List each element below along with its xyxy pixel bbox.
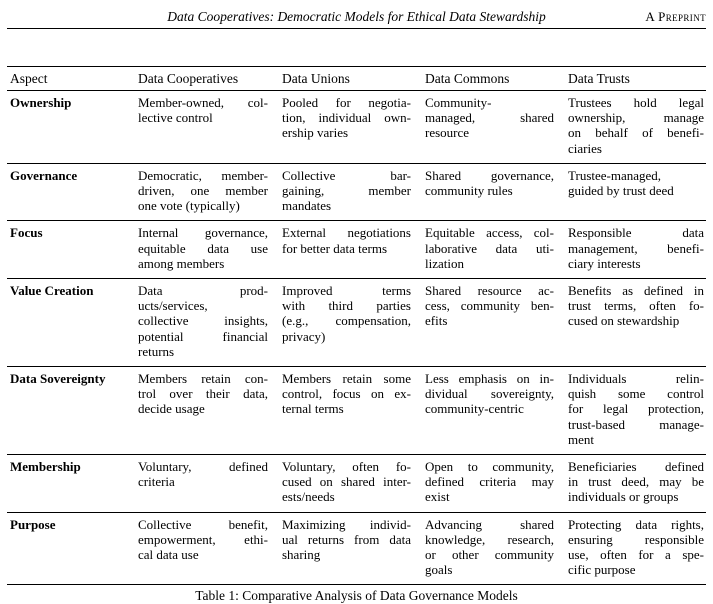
table-cell <box>568 367 706 455</box>
cell-text-line: cific purpose <box>568 562 636 578</box>
cell-text-line: Community- <box>425 95 492 110</box>
table-caption: Table 1: Comparative Analysis of Data Governance Models <box>195 588 518 604</box>
cell-text-line: laborative data uti- <box>425 240 554 256</box>
cell-text-line: community rules <box>425 183 513 199</box>
row-header-membership: Membership <box>7 455 138 513</box>
table-row-focus <box>7 221 706 279</box>
cell-text-line: with third parties <box>282 298 411 314</box>
table-cell <box>568 221 706 279</box>
cell-text-line: Shared resource ac- <box>425 283 554 299</box>
cell-text-line: decide usage <box>138 401 205 417</box>
cell-text-line: defined criteria may <box>425 474 554 490</box>
cell-text-line: Trustee-managed, <box>568 167 662 183</box>
table-cell <box>138 221 282 279</box>
cell-text-line: (e.g., compensation, <box>282 313 411 329</box>
table-row-membership <box>7 455 706 513</box>
cell-text-line: Improved terms <box>282 283 411 299</box>
cell-text-line: Responsible data <box>568 225 704 241</box>
cell-text-line: or other community <box>425 547 554 563</box>
cell-text-line: Less emphasis on in- <box>425 371 554 387</box>
column-header-data-unions: Data Unions <box>282 67 425 91</box>
table-cell <box>282 163 425 221</box>
cell-text-line: Protecting data rights, <box>568 516 704 532</box>
cell-text-line: community-centric <box>425 401 524 417</box>
cell-text-line: Benefits as defined in <box>568 283 704 299</box>
cell-text-line: Individuals relin- <box>568 371 704 387</box>
cell-text-line: mandates <box>282 198 332 214</box>
cell-text-line: lective control <box>138 110 213 126</box>
cell-text-line: among members <box>138 255 225 271</box>
cell-text-line: for better data terms <box>282 240 388 256</box>
cell-text-line: Beneficiaries defined <box>568 459 704 475</box>
cell-text-line: ensuring responsible <box>568 531 704 547</box>
table-cell <box>425 163 568 221</box>
cell-text-line: lization <box>425 255 464 271</box>
cell-text-line: empowerment, ethi- <box>138 531 268 547</box>
cell-text-line: goals <box>425 562 453 578</box>
table-cell <box>282 221 425 279</box>
table-cell <box>568 91 706 164</box>
cell-text-line: Voluntary, defined <box>138 459 268 475</box>
cell-text-line: driven, one member <box>138 183 268 199</box>
cell-text-line: cess, community ben- <box>425 298 554 314</box>
cell-text-line: Trustees hold legal <box>568 95 704 110</box>
cell-text-line: cused on stewardship <box>568 313 680 329</box>
cell-text-line: Maximizing individ- <box>282 516 411 532</box>
cell-text-line: Democratic, member- <box>138 167 268 183</box>
table-cell <box>425 367 568 455</box>
cell-text-line: Open to community, <box>425 459 554 475</box>
table-cell <box>425 279 568 367</box>
table-cell <box>282 512 425 585</box>
cell-text-line: cused on shared inter- <box>282 474 411 490</box>
cell-text-line: trust-based manage- <box>568 416 704 432</box>
table-cell <box>138 512 282 585</box>
cell-text-line: tion, individual own- <box>282 110 411 126</box>
running-head <box>7 0 706 29</box>
column-header-data-cooperatives: Data Cooperatives <box>138 67 282 91</box>
cell-text-line: Members retain some <box>282 371 411 387</box>
row-header-data-sovereignty: Data Sovereignty <box>7 367 138 455</box>
table-cell <box>282 91 425 164</box>
cell-text-line: External negotiations <box>282 225 411 241</box>
cell-text-line: for legal protection, <box>568 401 704 417</box>
cell-text-line: knowledge, research, <box>425 531 554 547</box>
table-cell <box>282 367 425 455</box>
cell-text-line: gaining, member <box>282 183 411 199</box>
cell-text-line: one vote (typically) <box>138 198 240 214</box>
table-cell <box>138 455 282 513</box>
cell-text-line: dividual sovereignty, <box>425 386 554 402</box>
table-cell <box>425 91 568 164</box>
cell-text-line: ownership, manage <box>568 110 704 126</box>
row-header-governance: Governance <box>7 163 138 221</box>
cell-text-line: managed, shared <box>425 110 554 126</box>
cell-text-line: on behalf of benefi- <box>568 125 704 141</box>
table-header-row <box>7 67 706 91</box>
cell-text-line: in trust deed, may be <box>568 474 704 490</box>
cell-text-line: ciary interests <box>568 255 641 271</box>
row-header-value-creation: Value Creation <box>7 279 138 367</box>
cell-text-line: use, often for a spe- <box>568 547 704 563</box>
cell-text-line: quish some control <box>568 386 704 402</box>
cell-text-line: management, benefi- <box>568 240 704 256</box>
table-cell <box>282 279 425 367</box>
cell-text-line: cal data use <box>138 547 199 563</box>
table-row-ownership <box>7 91 706 164</box>
cell-text-line: resource <box>425 125 470 141</box>
cell-text-line: ership varies <box>282 125 349 141</box>
comparison-table <box>7 66 706 585</box>
cell-text-line: exist <box>425 489 450 505</box>
cell-text-line: privacy) <box>282 328 326 344</box>
table-cell <box>568 163 706 221</box>
cell-text-line: Member-owned, col- <box>138 95 268 110</box>
cell-text-line: ucts/services, <box>138 298 208 314</box>
cell-text-line: trol over their data, <box>138 386 268 402</box>
table-row-data-sovereignty <box>7 367 706 455</box>
cell-text-line: Collective bar- <box>282 167 411 183</box>
cell-text-line: Pooled for negotia- <box>282 95 411 110</box>
column-header-data-trusts: Data Trusts <box>568 67 706 91</box>
cell-text-line: Data prod- <box>138 283 268 299</box>
cell-text-line: Shared governance, <box>425 167 554 183</box>
table-row-value-creation <box>7 279 706 367</box>
paper-title: Data Cooperatives: Democratic Models for Ethical Data Stewardship <box>167 9 546 24</box>
preprint-label: A Preprint <box>645 9 706 24</box>
cell-text-line: ests/needs <box>282 489 335 505</box>
cell-text-line: Advancing shared <box>425 516 554 532</box>
table-cell <box>568 279 706 367</box>
table-cell <box>282 455 425 513</box>
cell-text-line: ment <box>568 431 594 447</box>
cell-text-line: collective insights, <box>138 313 268 329</box>
cell-text-line: ternal terms <box>282 401 344 417</box>
table-cell <box>138 163 282 221</box>
cell-text-line: individuals or groups <box>568 489 679 505</box>
cell-text-line: trust terms, often fo- <box>568 298 704 314</box>
cell-text-line: ual returns from data <box>282 531 411 547</box>
cell-text-line: Internal governance, <box>138 225 268 241</box>
column-header-aspect: Aspect <box>7 67 138 91</box>
table-row-governance <box>7 163 706 221</box>
column-header-data-commons: Data Commons <box>425 67 568 91</box>
cell-text-line: sharing <box>282 547 321 563</box>
cell-text-line: Voluntary, often fo- <box>282 459 411 475</box>
cell-text-line: returns <box>138 343 175 359</box>
row-header-focus: Focus <box>7 221 138 279</box>
table-cell <box>138 279 282 367</box>
cell-text-line: equitable data use <box>138 240 268 256</box>
cell-text-line: control, focus on ex- <box>282 386 411 402</box>
table-cell <box>138 91 282 164</box>
row-header-ownership: Ownership <box>10 95 72 110</box>
row-header-purpose: Purpose <box>7 512 138 585</box>
cell-text-line: Collective benefit, <box>138 516 268 532</box>
table-cell <box>425 221 568 279</box>
table-cell <box>138 367 282 455</box>
cell-text-line: potential financial <box>138 328 268 344</box>
cell-text-line: ciaries <box>568 140 602 156</box>
cell-text-line: efits <box>425 313 448 329</box>
cell-text-line: Members retain con- <box>138 371 268 387</box>
table-cell <box>425 512 568 585</box>
table-cell <box>568 512 706 585</box>
table-cell <box>568 455 706 513</box>
table-row-purpose <box>7 512 706 585</box>
cell-text-line: Equitable access, col- <box>425 225 554 241</box>
cell-text-line: criteria <box>138 474 175 490</box>
table-cell <box>425 455 568 513</box>
cell-text-line: guided by trust deed <box>568 183 674 199</box>
